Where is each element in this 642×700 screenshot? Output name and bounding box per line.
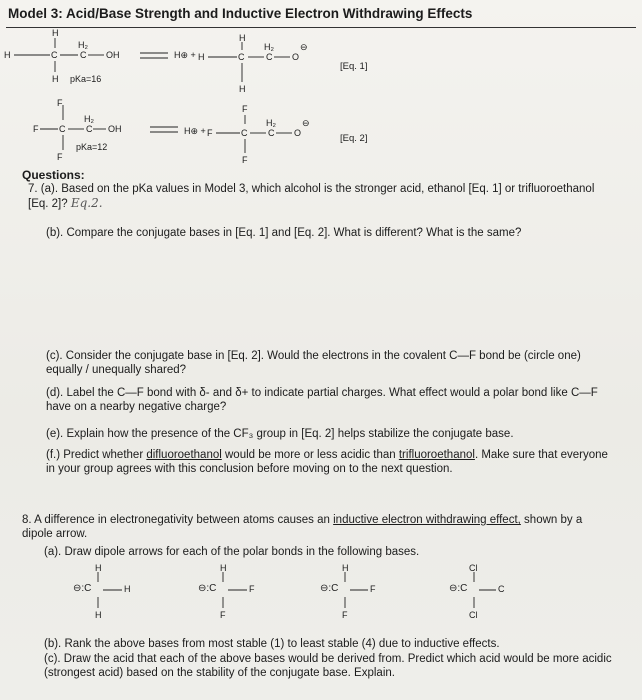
eq2-p-c1: C — [241, 128, 248, 138]
question-8-post: shown by a dipole arrow. — [22, 514, 583, 540]
base-4-bottom: Cl — [469, 610, 478, 620]
eq2-p-f-bottom: F — [242, 155, 248, 165]
eq2-p-o: O — [294, 128, 302, 138]
eq1-r-h2: H₂ — [78, 40, 88, 50]
eq1-proton: H⊕ + — [174, 50, 196, 60]
base-4-carbanion: ⊖:C — [449, 583, 468, 594]
question-7f-pre: (f.) Predict whether — [46, 449, 147, 461]
eq2-proton: H⊕ + — [184, 126, 206, 136]
base-3-bottom: F — [342, 610, 348, 620]
question-7f-mid: would be more or less acidic than — [221, 449, 399, 461]
eq1-p-h-bottom: H — [239, 84, 246, 94]
base-3-top: H — [342, 563, 349, 573]
eq1-p-o: O — [292, 52, 300, 62]
eq2-r-f-bottom: F — [57, 152, 63, 162]
eq2-p-f-left: F — [207, 128, 213, 138]
eq1-p-c1: C — [238, 52, 245, 62]
eq2-label: [Eq. 2] — [340, 133, 368, 144]
eq1-r-c1: C — [51, 50, 58, 60]
question-7a-handwritten-answer: Eq.2. — [70, 196, 103, 210]
base-4-right: C — [498, 584, 505, 594]
base-2-top: H — [220, 563, 227, 573]
question-8 — [22, 513, 602, 541]
eq2-r-f-top: F — [57, 98, 63, 108]
eq1-p-h-top: H — [239, 33, 246, 43]
question-8-pre: 8. A difference in electronegativity between atoms causes an — [22, 514, 334, 526]
eq1-r-h-left: H — [4, 50, 11, 60]
question-7f-difluoroethanol: difluoroethanol — [146, 449, 222, 461]
eq2-p-f-top: F — [242, 104, 248, 114]
model-title: Model 3: Acid/Base Strength and Inductive Electron Withdrawing Effects — [8, 6, 473, 21]
eq2-p-charge: ⊖ — [302, 118, 310, 128]
base-1-bottom: H — [95, 610, 102, 620]
base-2-carbanion: ⊖:C — [198, 583, 217, 594]
base-1-carbanion: ⊖:C — [73, 583, 92, 594]
base-1-right: H — [124, 584, 131, 594]
eq1-p-h2: H₂ — [264, 42, 274, 52]
question-7f-trifluoroethanol: trifluoroethanol — [398, 449, 475, 461]
question-7a-text: 7. (a). Based on the pKa values in Model 3, which alcohol is the stronger acid, ethanol [Eq. 1] or trifluoroethanol [Eq. 2]? — [28, 183, 595, 210]
base-2-right: F — [249, 584, 255, 594]
eq2-r-f-left: F — [33, 124, 39, 134]
question-7f-post: . Make sure that everyone in your group agrees with this conclusion before moving on to the next question. — [46, 449, 608, 475]
questions-header: Questions: — [22, 168, 85, 182]
eq1-r-c2: C — [80, 50, 87, 60]
base-2-bottom: F — [220, 610, 226, 620]
eq1-p-charge: ⊖ — [300, 42, 308, 52]
question-7d: (d). Label the C—F bond with δ- and δ+ to indicate partial charges. What effect would a polar bond like C—F have on a nearby negative charge? — [46, 387, 598, 413]
eq1-r-h-bottom: H — [52, 74, 59, 84]
eq2-r-c1: C — [59, 124, 66, 134]
eq1-r-h-top: H — [52, 28, 59, 38]
eq1-p-c2: C — [266, 52, 273, 62]
eq2-r-c2: C — [86, 124, 93, 134]
question-8-inductive-effect: inductive electron withdrawing effect, — [333, 514, 521, 526]
question-7b: (b). Compare the conjugate bases in [Eq. 1] and [Eq. 2]. What is different? What is the same? — [46, 227, 522, 239]
base-3-carbanion: ⊖:C — [320, 583, 339, 594]
question-7c: (c). Consider the conjugate base in [Eq. 2]. Would the electrons in the covalent C—F bond be (circle one) equally / unequally shared? — [46, 350, 581, 376]
question-8c: (c). Draw the acid that each of the above bases would be derived from. Predict which acid would be more acidic (strongest acid) based on the stability of the conjugate base. Explain. — [44, 653, 612, 679]
question-8a: (a). Draw dipole arrows for each of the polar bonds in the following bases. — [44, 546, 420, 558]
question-7a — [28, 182, 598, 211]
eq2-r-oh: OH — [108, 124, 122, 134]
question-8b: (b). Rank the above bases from most stable (1) to least stable (4) due to inductive effects. — [44, 638, 500, 650]
base-4-top: Cl — [469, 563, 478, 573]
eq2-pka: pKa=12 — [76, 142, 108, 152]
question-7f — [46, 448, 616, 476]
base-1-top: H — [95, 563, 102, 573]
eq2-p-c2: C — [268, 128, 275, 138]
eq1-p-h-left: H — [198, 52, 205, 62]
eq1-label: [Eq. 1] — [340, 61, 368, 72]
eq2-p-h2: H₂ — [266, 118, 276, 128]
base-3-right: F — [370, 584, 376, 594]
eq2-r-h2: H₂ — [84, 114, 94, 124]
eq1-pka: pKa=16 — [70, 74, 102, 84]
question-7e: (e). Explain how the presence of the CF₃ group in [Eq. 2] helps stabilize the conjugate base. — [46, 428, 514, 440]
eq1-r-oh: OH — [106, 50, 120, 60]
